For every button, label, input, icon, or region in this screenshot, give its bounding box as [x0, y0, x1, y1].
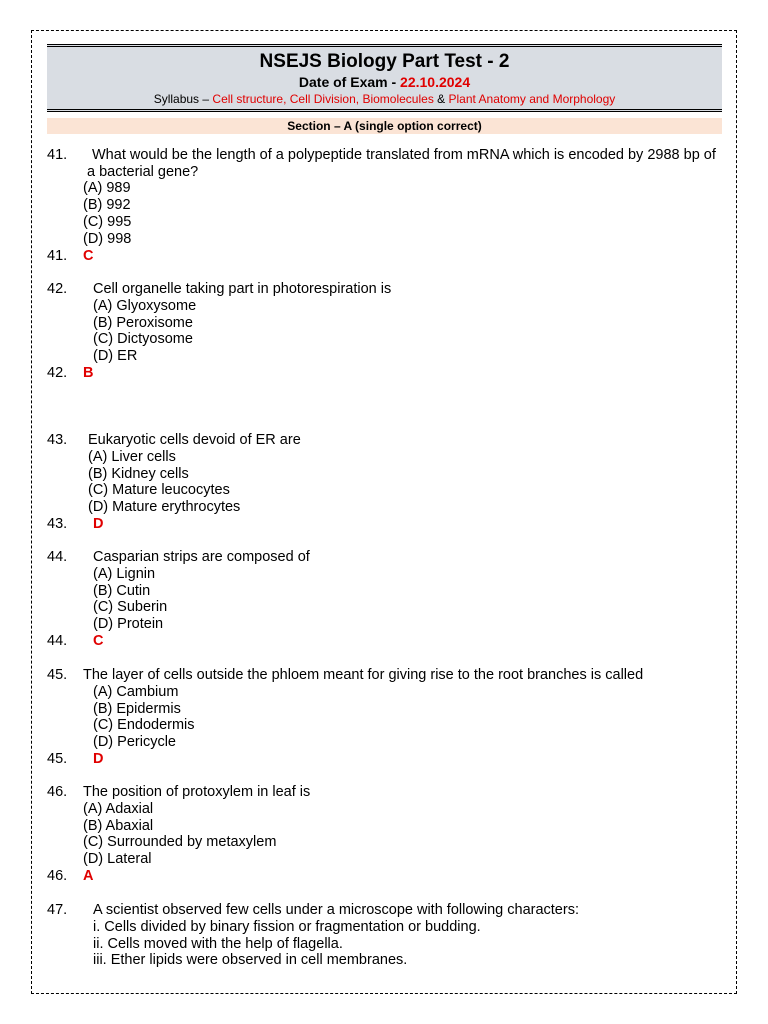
page-title: NSEJS Biology Part Test - 2 — [259, 51, 510, 72]
question-number: 47. — [47, 902, 68, 918]
answer: D — [93, 751, 104, 767]
question-text: The layer of cells outside the phloem meant for giving rise to the root branches is called — [83, 667, 644, 683]
answer: C — [83, 248, 94, 264]
question-text: Cell organelle taking part in photorespiration is — [93, 281, 392, 297]
option: (A) Lignin — [93, 566, 156, 582]
option: (D) Mature erythrocytes — [88, 499, 241, 515]
question-number: 44. — [47, 549, 68, 565]
answer-number: 41. — [47, 248, 68, 264]
answer: C — [93, 633, 104, 649]
answer-number: 43. — [47, 516, 68, 532]
question-text: A scientist observed few cells under a microscope with following characters: — [93, 902, 579, 918]
answer-number: 42. — [47, 365, 68, 381]
option: (C) Mature leucocytes — [88, 482, 230, 498]
option: (A) Liver cells — [88, 449, 176, 465]
answer: B — [83, 365, 94, 381]
question-number: 42. — [47, 281, 68, 297]
option: (A) Cambium — [93, 684, 179, 700]
option: (A) Glyoxysome — [93, 298, 197, 314]
option: (A) Adaxial — [83, 801, 154, 817]
option: (A) 989 — [83, 180, 131, 196]
option: (B) Kidney cells — [88, 466, 189, 482]
header — [47, 44, 722, 112]
answer-number: 44. — [47, 633, 68, 649]
question-number: 41. — [47, 147, 68, 163]
option: (C) Endodermis — [93, 717, 195, 733]
statement: i. Cells divided by binary fission or fragmentation or budding. — [93, 919, 481, 935]
option: (C) 995 — [83, 214, 132, 230]
statement: iii. Ether lipids were observed in cell membranes. — [93, 952, 408, 968]
option: (B) Epidermis — [93, 701, 181, 717]
exam-date: Date of Exam - 22.10.2024 — [298, 74, 471, 90]
option: (B) 992 — [83, 197, 131, 213]
syllabus: Syllabus – Cell structure, Cell Division, Biomolecules & Plant Anatomy and Morphology — [153, 92, 616, 106]
statement: ii. Cells moved with the help of flagella. — [93, 936, 343, 952]
option: (B) Abaxial — [83, 818, 154, 834]
option: (D) 998 — [83, 231, 132, 247]
option: (D) Pericycle — [93, 734, 176, 750]
question-number: 46. — [47, 784, 68, 800]
section-heading: Section – A (single option correct) — [47, 118, 722, 134]
question-text: The position of protoxylem in leaf is — [83, 784, 311, 800]
question-text: Eukaryotic cells devoid of ER are — [88, 432, 301, 448]
option: (B) Peroxisome — [93, 315, 193, 331]
option: (C) Surrounded by metaxylem — [83, 834, 277, 850]
option: (B) Cutin — [93, 583, 151, 599]
answer-number: 46. — [47, 868, 68, 884]
question-number: 45. — [47, 667, 68, 683]
option: (C) Suberin — [93, 599, 168, 615]
answer: A — [83, 868, 94, 884]
option: (C) Dictyosome — [93, 331, 193, 347]
question-number: 43. — [47, 432, 68, 448]
question-text: Casparian strips are composed of — [93, 549, 310, 565]
option: (D) ER — [93, 348, 138, 364]
option: (D) Lateral — [83, 851, 152, 867]
option: (D) Protein — [93, 616, 164, 632]
answer-number: 45. — [47, 751, 68, 767]
question-text: What would be the length of a polypeptide translated from mRNA which is encoded by 2988 bp of a bacterial gene? — [87, 147, 716, 180]
answer: D — [93, 516, 104, 532]
